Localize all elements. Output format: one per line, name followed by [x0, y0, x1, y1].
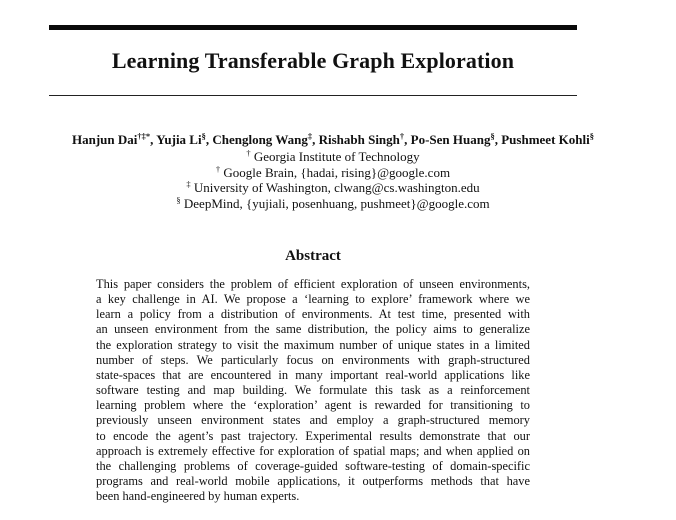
- affiliation-list: [20, 149, 646, 211]
- abstract-line: previously unseen environment states and employ a graph-structured memory: [96, 413, 530, 428]
- abstract-line: been hand-engineered by human experts.: [96, 489, 300, 504]
- author: Chenglong Wang‡,: [212, 131, 319, 147]
- abstract-line: the challenging problems of coverage-guided software-testing of domain-specific: [96, 458, 530, 473]
- author-marks: †: [399, 131, 405, 141]
- author-marks: §: [589, 131, 594, 141]
- affiliation: ‡ University of Washington, clwang@cs.washington.edu: [186, 179, 480, 195]
- abstract-line: a key challenge in AI. We propose a ‘learning to explore’ framework where we: [96, 292, 530, 307]
- title-rule-bottom: [49, 95, 577, 96]
- abstract-heading: Abstract: [285, 248, 341, 264]
- author: Yujia Li§,: [156, 131, 213, 147]
- author-marks: §: [201, 131, 206, 141]
- abstract-line: an unseen environment from the same distribution, the policy aims to generalize: [96, 322, 530, 337]
- abstract-line: software testing and map building. We formulate this task as a reinforcement: [96, 383, 530, 398]
- author: Hanjun Dai†‡*,: [72, 131, 157, 147]
- abstract-body: [96, 277, 530, 504]
- author: Pushmeet Kohli§: [501, 131, 594, 147]
- abstract-line: approach is extremely effective for exploration of spatial maps; and when applied on: [96, 443, 530, 458]
- abstract-line: This paper considers the problem of efficient exploration of unseen environments,: [96, 277, 530, 291]
- affiliation: † Georgia Institute of Technology: [246, 148, 420, 164]
- abstract-line: number of steps. We particularly focus on environments with graph-structured: [96, 352, 530, 367]
- abstract-line: state-spaces that are encountered in many important real-world applications like: [96, 367, 530, 382]
- author: Rishabh Singh†,: [318, 131, 411, 147]
- affiliation: † Google Brain, {hadai, rising}@google.com: [215, 163, 451, 180]
- affiliation: § DeepMind, {yujiali, posenhuang, pushmeet}@google.com: [176, 194, 490, 211]
- author-marks: §: [490, 131, 495, 141]
- author-list: [20, 132, 646, 148]
- abstract-line: to encode the agent’s past trajectory. Experimental results demonstrate that our: [96, 428, 530, 443]
- paper-title: Learning Transferable Graph Exploration: [111, 48, 515, 73]
- abstract-line: the exploration strategy to visit the maximum number of unique states in a limited: [96, 337, 530, 352]
- author: Po-Sen Huang§,: [410, 131, 502, 147]
- abstract-line: learning problem where the ‘exploration’ agent is rewarded for transitioning to: [96, 398, 530, 413]
- title-rule-top: [49, 25, 577, 30]
- abstract-line: learn a policy from a distribution of environments. At test time, presented with: [96, 307, 530, 322]
- author-marks: †‡*: [137, 131, 151, 141]
- author-marks: ‡: [307, 131, 313, 141]
- abstract-line: programs and real-world mobile applications, it outperforms methods that have: [96, 474, 530, 489]
